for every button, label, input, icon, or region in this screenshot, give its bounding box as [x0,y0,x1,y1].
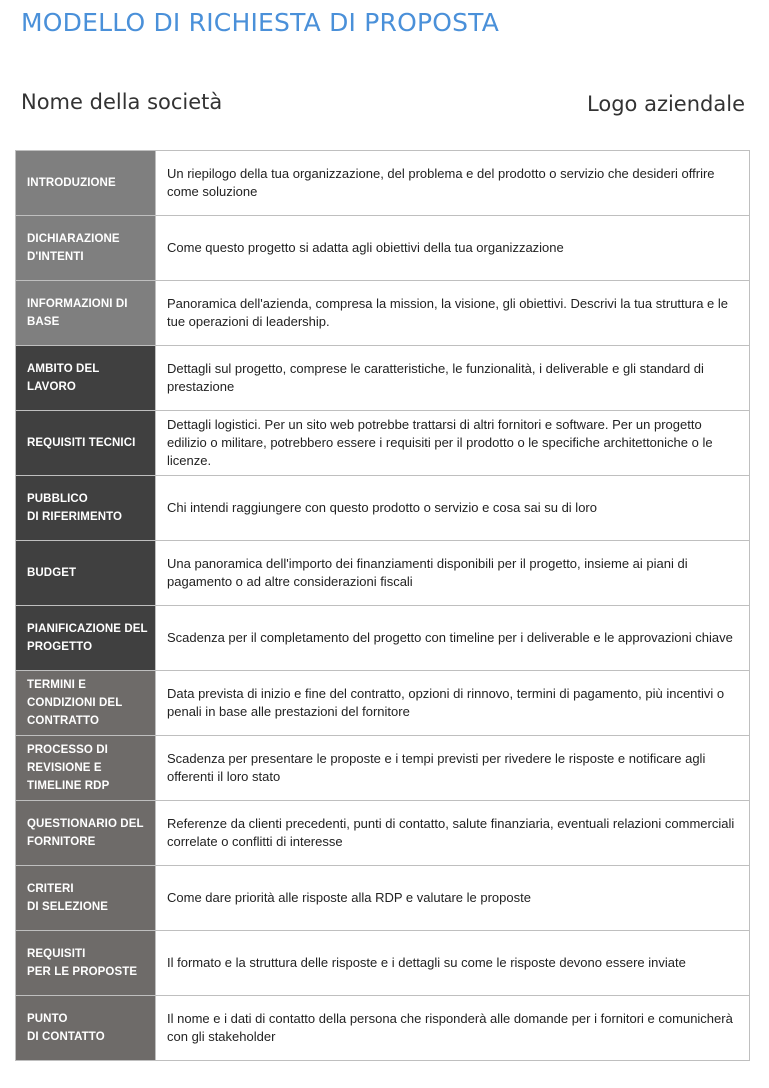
table-row [16,996,750,1061]
section-description-cell [156,411,750,476]
section-label-cell [16,411,156,476]
section-description: Dettagli sul progetto, comprese le caratteristiche, le funzionalità, i deliverable e gli standard di prestazione [167,361,704,394]
table-row [16,411,750,476]
section-label-cell [16,606,156,671]
section-label-cell [16,281,156,346]
section-label: TERMINI E CONDIZIONI DEL CONTRATTO [27,679,123,727]
table-row [16,671,750,736]
section-description-cell [156,346,750,411]
section-description: Come questo progetto si adatta agli obiettivi della tua organizzazione [167,240,564,255]
section-description-cell [156,931,750,996]
section-description-cell [156,476,750,541]
section-label-cell [16,151,156,216]
table-row [16,866,750,931]
table-row [16,606,750,671]
section-label-cell [16,801,156,866]
section-description: Come dare priorità alle risposte alla RDP e valutare le proposte [167,890,531,905]
table-row [16,346,750,411]
rfp-sections-table [15,150,750,1061]
section-label-cell [16,736,156,801]
section-label: QUESTIONARIO DEL FORNITORE [27,818,144,848]
section-description: Una panoramica dell'importo dei finanziamenti disponibili per il progetto, insieme ai piani di pagamento o ad altre considerazioni fiscali [167,556,688,589]
section-label: PUBBLICO DI RIFERIMENTO [27,493,123,523]
section-description-cell [156,151,750,216]
section-description-cell [156,671,750,736]
section-description-cell [156,866,750,931]
section-label: PIANIFICAZIONE DEL PROGETTO [27,623,148,653]
section-description-cell [156,606,750,671]
section-label-cell [16,541,156,606]
section-label-cell [16,671,156,736]
section-label: REQUISITI TECNICI [27,437,136,449]
section-description: Referenze da clienti precedenti, punti di contatto, salute finanziaria, eventuali relazioni commerciali correlate o conflitti di interesse [167,816,735,849]
section-description: Dettagli logistici. Per un sito web potrebbe trattarsi di altri fornitori e software. Per un progetto edilizio o militare, potrebbero essere i requisiti per il prodotto o le specifiche architettoniche o le licenze. [167,417,713,468]
section-label: INTRODUZIONE [27,177,116,189]
section-description-cell [156,736,750,801]
section-label-cell [16,476,156,541]
section-description: Scadenza per il completamento del progetto con timeline per i deliverable e le approvazioni chiave [167,630,733,645]
section-description-cell [156,216,750,281]
section-description: Un riepilogo della tua organizzazione, del problema e del prodotto o servizio che desideri offrire come soluzione [167,166,715,199]
rfp-sections-body [16,151,750,1061]
table-row [16,281,750,346]
section-description: Scadenza per presentare le proposte e i tempi previsti per rivedere le risposte e notificare agli offerenti il loro stato [167,751,706,784]
section-description: Chi intendi raggiungere con questo prodotto o servizio e cosa sai su di loro [167,500,597,515]
section-label: REQUISITI PER LE PROPOSTE [27,948,138,978]
table-row [16,931,750,996]
section-label-cell [16,216,156,281]
section-description: Data prevista di inizio e fine del contratto, opzioni di rinnovo, termini di pagamento, più incentivi o penali in base alle prestazioni del fornitore [167,686,725,719]
section-label: AMBITO DEL LAVORO [27,363,100,393]
table-row [16,541,750,606]
section-label-cell [16,996,156,1061]
section-label: INFORMAZIONI DI BASE [27,298,128,328]
section-label: PUNTO DI CONTATTO [27,1013,105,1043]
section-label: DICHIARAZIONE D'INTENTI [27,233,120,263]
section-label: BUDGET [27,567,77,579]
table-row [16,151,750,216]
section-description-cell [156,996,750,1061]
table-row [16,476,750,541]
section-description-cell [156,541,750,606]
section-description-cell [156,801,750,866]
company-name: Nome della società [21,90,223,114]
section-description: Il nome e i dati di contatto della persona che risponderà alle domande per i fornitori e comunicherà con gli stakeholder [167,1011,733,1044]
company-logo-placeholder: Logo aziendale [587,92,745,116]
table-row [16,801,750,866]
table-row [16,216,750,281]
section-label-cell [16,346,156,411]
section-label-cell [16,866,156,931]
page-title: MODELLO DI RICHIESTA DI PROPOSTA [21,8,500,37]
section-description: Il formato e la struttura delle risposte e i dettagli su come le risposte devono essere inviate [167,955,686,970]
section-description-cell [156,281,750,346]
section-description: Panoramica dell'azienda, compresa la mission, la visione, gli obiettivi. Descrivi la tua struttura e le tue operazioni di leadership. [167,296,729,329]
section-label: CRITERI DI SELEZIONE [27,883,109,913]
table-row [16,736,750,801]
section-label: PROCESSO DI REVISIONE E TIMELINE RDP [27,744,110,792]
section-label-cell [16,931,156,996]
